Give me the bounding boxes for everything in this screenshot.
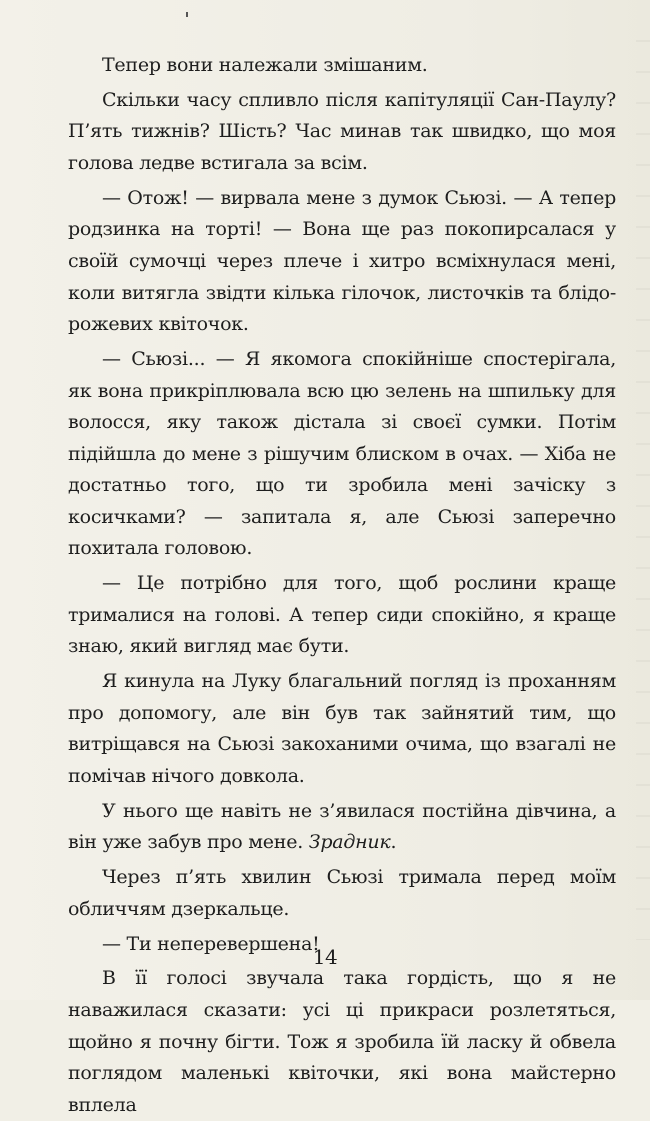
bleed-through [636,40,650,940]
paragraph: Тепер вони належали змішаним. [102,54,428,76]
paragraph: — Це потрібно для того, щоб рослини краще трималися на голові. А тепер сиди спокійно, я краще знаю, який вигляд має бути. [68,572,616,658]
paragraph: — Ти неперевершена! [102,932,320,955]
paragraph: Скільки часу спливло після капітуляції Сан-Паулу? П’ять тижнів? Шість? Час минав так швидко, що моя голова ледве встигала за всім. [68,88,616,174]
paragraph: — Отож! — вирвала мене з думок Сьюзі. — А тепер родзинка на торті! — Вона ще раз покопирсалася у своїй сумочці через плече і хитро всміхнулася мені, коли витягла звідти кілька гілочок, листочків та блідо-рожевих квіточок. [68,186,616,336]
page-number: 14 [312,945,338,969]
print-mark [186,12,188,17]
paragraph: В її голосі звучала така гордість, що я не наважилася сказати: усі ці прикраси розлетяться, щойно я почну бігти. Тож я зробила їй ласку й обвела поглядом маленькі квіточки, які вона майстерно вплела [68,967,616,1116]
paragraph: — Сьюзі... — Я якомога спокійніше спостерігала, як вона прикріплювала всю цю зелень на шпильку для волосся, яку також дістала зі своєї сумки. Потім підійшла до мене з рішучим блиском в очах. — Хіба не достатньо того, що ти зробила мені зачіску з косичками? — запитала я, але Сьюзі заперечно похитала головою. [68,347,616,560]
paragraph: Я кинула на Луку благальний погляд із проханням про допомогу, але він був так зайнятий тим, що витріщався на Сьюзі закоханими очима, що взагалі не помічав нічого довкола. [68,670,616,787]
emphasis: Зрадник [308,831,391,854]
paragraph: Через п’ять хвилин Сьюзі тримала перед моїм обличчям дзеркальце. [68,866,616,920]
paragraph: У нього ще навіть не з’явилася постійна дівчина, а він уже забув про мене. Зрадник. [68,799,616,854]
